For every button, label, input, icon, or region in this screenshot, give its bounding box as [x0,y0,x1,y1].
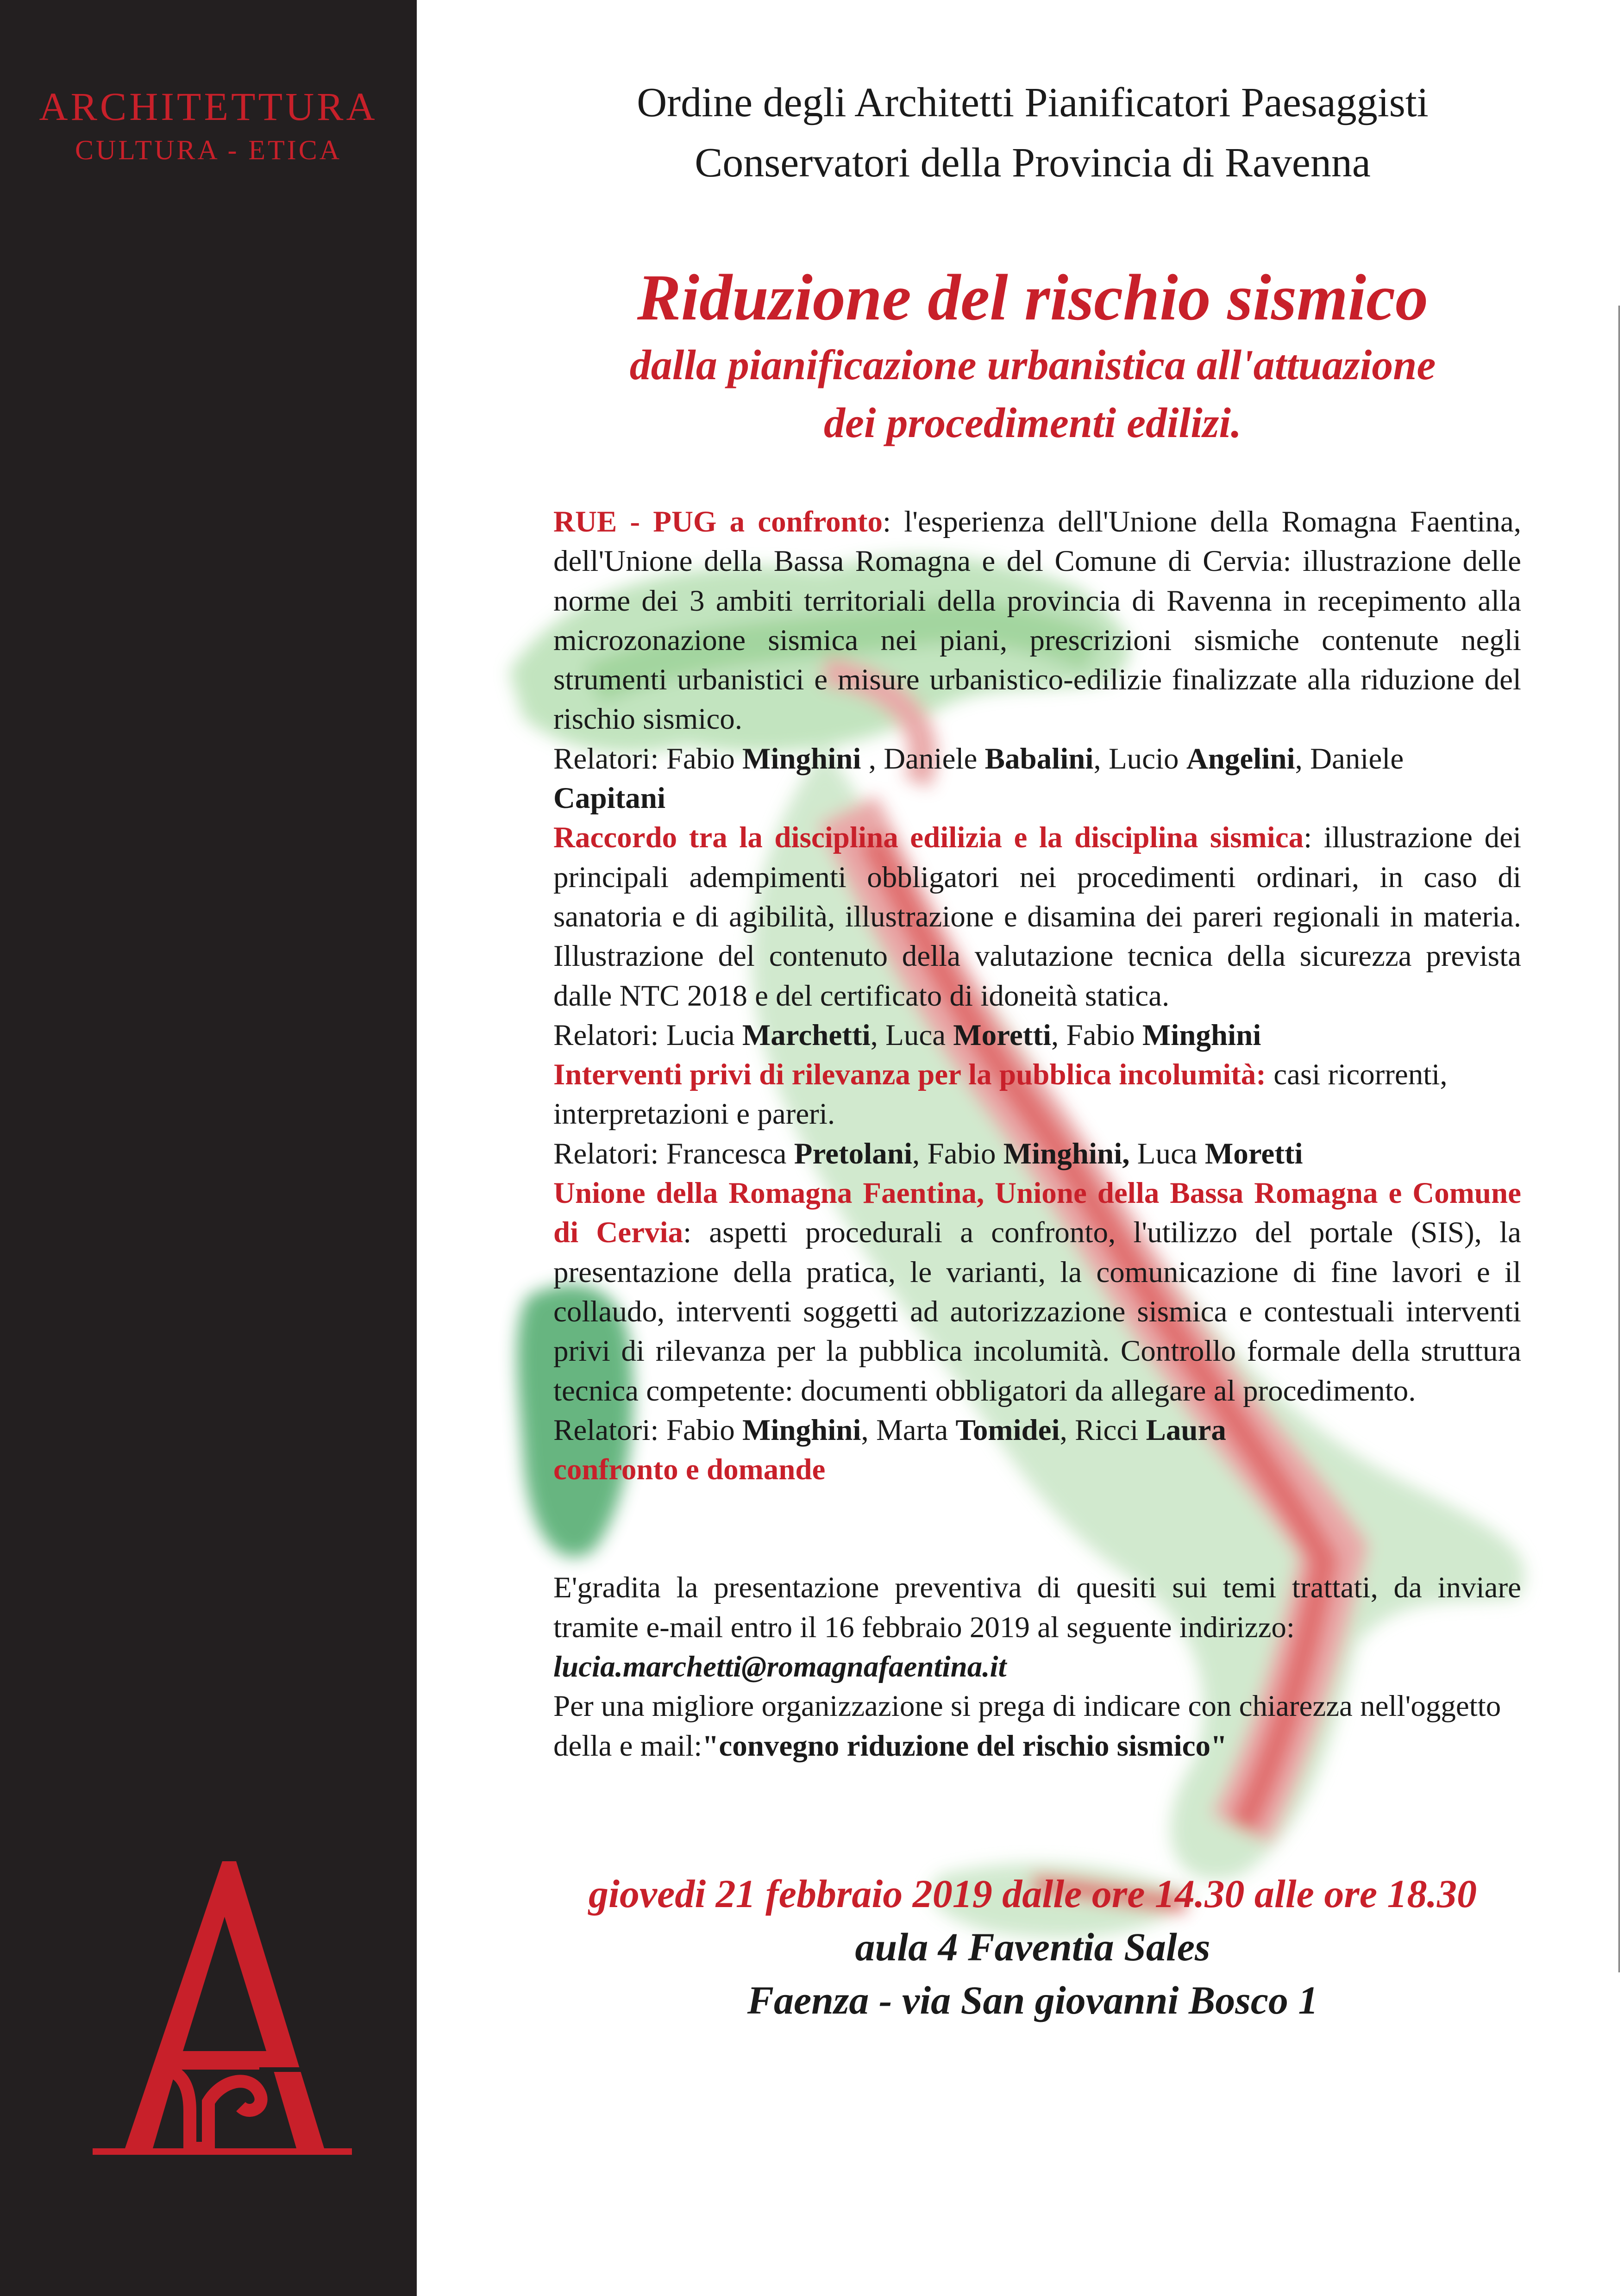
organization-line-1: Ordine degli Architetti Pianificatori Paesaggisti [637,80,1429,125]
speakers-3: Relatori: Francesca Pretolani, Fabio Minghini, Luca Moretti [553,1137,1303,1170]
event-subtitle-line-2: dei procedimenti edilizi. [824,399,1242,446]
event-room: aula 4 Faventia Sales [855,1925,1210,1969]
session-heading: Unione della Romagna Faentina, Unione della Bassa Romagna e Comune di Cervia [553,1176,1521,1250]
session-1 [553,502,1521,739]
session-heading: Raccordo tra la disciplina edilizia e la disciplina sismica [553,821,1304,855]
event-date: giovedi 21 febbraio 2019 dalle ore 14.30 alle ore 18.30 [589,1871,1477,1916]
notes-paragraph-2: Per una migliore organizzazione si prega di indicare con chiarezza nell'oggetto della e mail:"convegno riduzione del rischio sismico" [553,1689,1501,1763]
session-text: : illustrazione dei principali adempimenti obbligatori nei procedimenti ordinari, in caso di sanatoria e di agibilità, illustrazione e disamina dei pareri regionali in materia. Illustrazione del contenuto della valutazione tecnica della sicurezza prevista dalle NTC 2018 e del certificato di idoneità statica. [553,821,1521,1013]
session-text: : l'esperienza dell'Unione della Romagna Faentina, dell'Unione della Bassa Romagna e del Comune di Cervia: illustrazione delle norme dei 3 ambiti territoriali della provincia di Ravenna in recepimento alla microzonazione sismica nei piani, prescrizioni sismiche contenute negli strumenti urbanistici e misure urbanistico-edilizie finalizzate alla riduzione del rischio sismico. [553,505,1521,736]
session-3 [553,1055,1521,1134]
brand-subtitle: CULTURA - ETICA [75,135,342,165]
event-title: Riduzione del rischio sismico [637,261,1429,334]
email-subject: "convegno riduzione del rischio sismico" [702,1729,1228,1763]
ar-monogram-logo [83,1852,361,2176]
right-rule-line [1618,306,1620,1972]
contact-email[interactable]: lucia.marchetti@romagnafaentina.it [553,1650,1007,1684]
session-4 [553,1174,1521,1411]
event-address: Faenza - via San giovanni Bosco 1 [747,1978,1318,2022]
session-heading: Interventi privi di rilevanza per la pubblica incolumità: [553,1058,1266,1092]
speakers-2: Relatori: Lucia Marchetti, Luca Moretti, Fabio Minghini [553,1018,1261,1052]
event-subtitle-line-1: dalla pianificazione urbanistica all'attuazione [629,341,1436,388]
organization-line-2: Conservatori della Provincia di Ravenna [695,140,1371,186]
session-text: : aspetti procedurali a confronto, l'utilizzo del portale (SIS), la presentazione della pratica, le varianti, la comunicazione di fine lavori e il collaudo, interventi soggetti ad autorizzazione sismica e contestuali interventi privi di rilevanza per la pubblica incolumità. Controllo formale della struttura tecnica competente: documenti obbligatori da allegare al procedimento. [553,1216,1521,1408]
brand-title: ARCHITETTURA [39,84,378,129]
session-2 [553,818,1521,1015]
speakers-4: Relatori: Fabio Minghini, Marta Tomidei, Ricci Laura [553,1413,1226,1447]
speakers-1: Relatori: Fabio Minghini , Daniele Babalini, Lucio Angelini, Daniele Capitani [553,742,1404,815]
notes-paragraph-1: E'gradita la presentazione preventiva di quesiti sui temi trattati, da inviare tramite e-mail entro il 16 febbraio 2019 al seguente indirizzo: [553,1571,1521,1644]
sidebar-band [0,0,417,2296]
closing-session: confronto e domande [553,1453,826,1487]
session-text: casi ricorrenti, interpretazioni e pareri. [553,1058,1448,1131]
session-heading: RUE - PUG a confronto [553,505,883,538]
program-body [553,502,1521,1766]
